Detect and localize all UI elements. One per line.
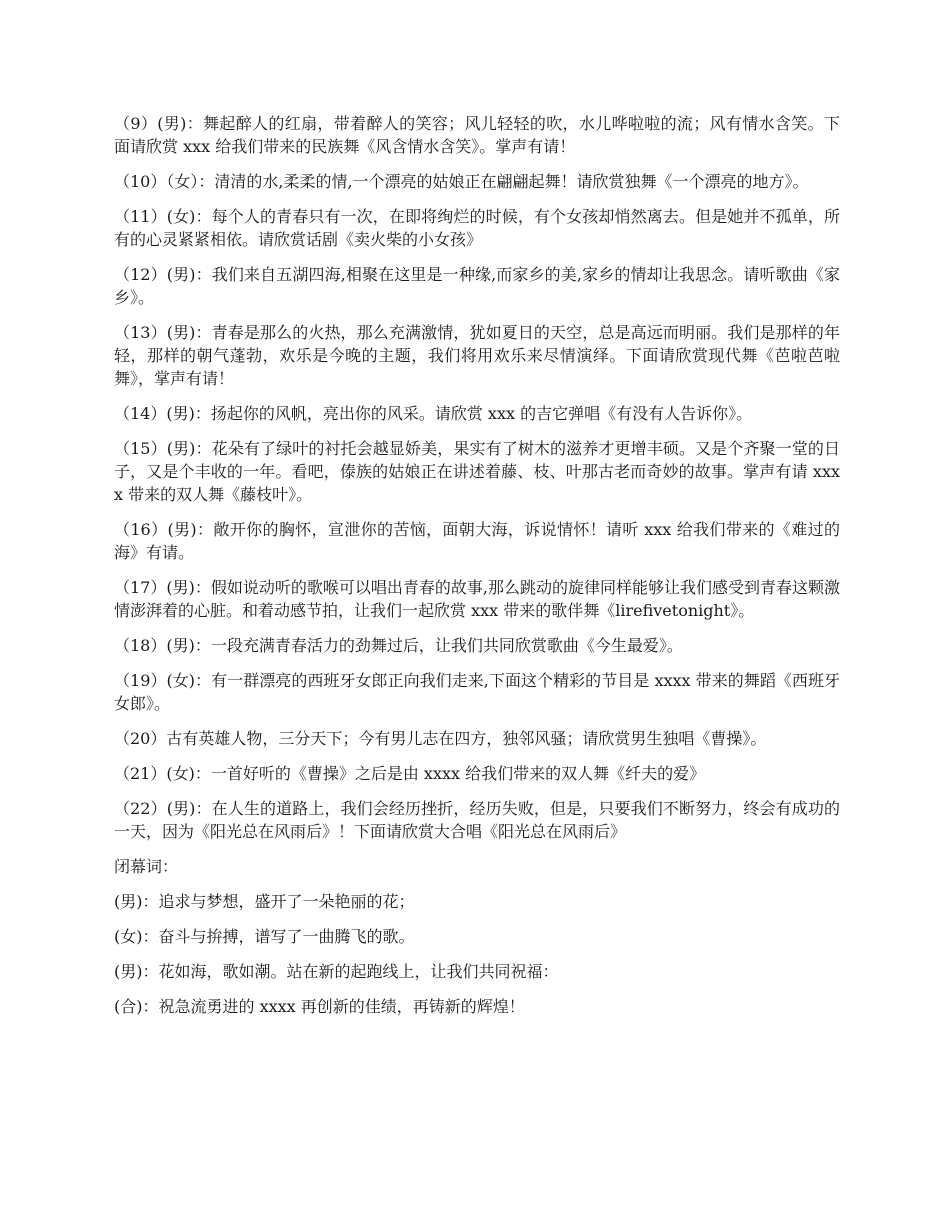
paragraph-20: （20）古有英雄人物，三分天下；今有男儿志在四方，独邻风骚；请欣赏男生独唱《曹操》。 (114, 729, 767, 748)
closing-heading: 闭幕词： (114, 857, 179, 876)
paragraph-14: （14）(男)：扬起你的风帆，亮出你的风采。请欣赏 xxx 的吉它弹唱《有没有人告诉你》。 (114, 404, 753, 423)
paragraph-10: （10）（女）：清清的水,柔柔的情,一个漂亮的姑娘正在翩翩起舞！请欣赏独舞《一个漂亮的地方》。 (114, 172, 809, 191)
paragraph-15: （15）(男)：花朵有了绿叶的衬托会越显娇美，果实有了树木的滋养才更增丰硕。又是个齐聚一堂的日子，又是个丰收的一年。看吧，傣族的姑娘正在讲述着藤、枝、叶那古老而奇妙的故事。掌声有请 xxxx 带来的双人舞《藤枝叶》。 (114, 439, 840, 504)
paragraph-22: （22）(男)：在人生的道路上，我们会经历挫折，经历失败，但是，只要我们不断努力，终会有成功的一天，因为《阳光总在风雨后》！下面请欣赏大合唱《阳光总在风雨后》 (114, 799, 840, 841)
paragraph-11: （11）(女)：每个人的青春只有一次，在即将绚烂的时候，有个女孩却悄然离去。但是她并不孤单，所有的心灵紧紧相依。请欣赏话剧《卖火柴的小女孩》 (114, 207, 840, 249)
paragraph-19: （19）(女)：有一群漂亮的西班牙女郎正向我们走来,下面这个精彩的节目是 xxxx 带来的舞蹈《西班牙女郎》。 (114, 671, 840, 713)
closing-line-male-2: (男)：花如海，歌如潮。站在新的起跑线上，让我们共同祝福： (114, 962, 559, 981)
paragraph-17: （17）(男)：假如说动听的歌喉可以唱出青春的故事,那么跳动的旋律同样能够让我们感受到青春这颗激情澎湃着的心脏。和着动感节拍，让我们一起欣赏 xxx 带来的歌伴舞《lirefivetonight》。 (114, 578, 840, 620)
closing-line-male-1: (男)：追求与梦想，盛开了一朵艳丽的花； (114, 892, 415, 911)
paragraph-13: （13）(男)：青春是那么的火热，那么充满激情，犹如夏日的天空，总是高远而明丽。我们是那样的年轻，那样的朝气蓬勃，欢乐是今晚的主题，我们将用欢乐来尽情演绎。下面请欣赏现代舞《芭啦芭啦舞》，掌声有请！ (114, 323, 840, 388)
closing-line-female: (女)：奋斗与拚搏，谱写了一曲腾飞的歌。 (114, 927, 415, 946)
paragraph-16: （16）(男)：敞开你的胸怀，宣泄你的苦恼，面朝大海，诉说情怀！请听 xxx 给我们带来的《难过的海》有请。 (114, 520, 840, 562)
paragraph-21: （21）(女)：一首好听的《曹操》之后是由 xxxx 给我们带来的双人舞《纤夫的爱》 (114, 764, 706, 783)
paragraph-18: （18）(男)：一段充满青春活力的劲舞过后，让我们共同欣赏歌曲《今生最爱》。 (114, 636, 683, 655)
closing-line-together: (合)：祝急流勇进的 xxxx 再创新的佳绩，再铸新的辉煌！ (114, 997, 525, 1016)
paragraph-12: （12）(男)：我们来自五湖四海,相聚在这里是一种缘,而家乡的美,家乡的情却让我思念。请听歌曲《家乡》。 (114, 265, 840, 307)
paragraph-9: （9）(男)：舞起醉人的红扇，带着醉人的笑容；风儿轻轻的吹，水儿哗啦啦的流；风有情水含笑。下面请欣赏 xxx 给我们带来的民族舞《风含情水含笑》。掌声有请！ (114, 114, 840, 156)
